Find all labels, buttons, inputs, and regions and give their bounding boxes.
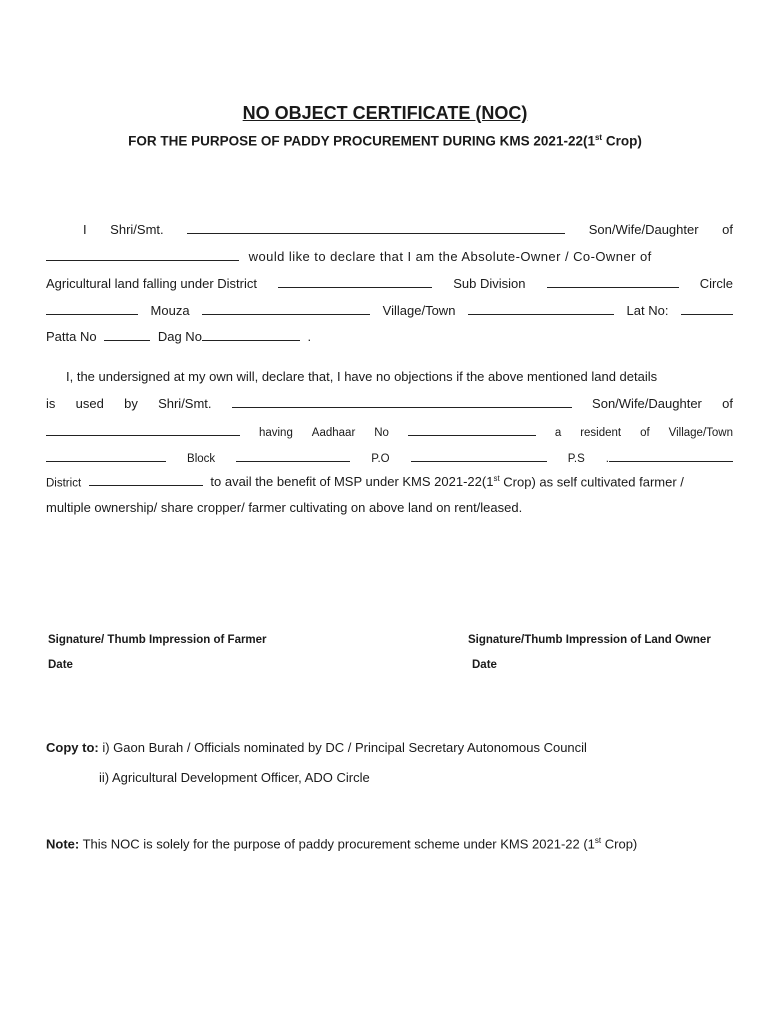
ps-label: P.S: [567, 453, 585, 465]
user-name-blank[interactable]: [232, 396, 572, 408]
agri-label: Agricultural land falling under District: [46, 276, 257, 291]
a-label: a: [554, 427, 562, 439]
subtitle-sup: st: [594, 133, 603, 142]
period: .: [307, 329, 312, 344]
aadhaar-blank[interactable]: [408, 424, 536, 436]
owner-date-label: Date: [472, 659, 497, 671]
farmer-signature-label: Signature/ Thumb Impression of Farmer: [48, 634, 267, 646]
dag-label: Dag No: [157, 329, 202, 344]
subdiv-label: Sub Division: [453, 276, 526, 291]
copy-to-label: Copy to:: [46, 740, 99, 755]
circle-blank[interactable]: [46, 303, 138, 315]
shri2-label: Shri/Smt.: [158, 396, 212, 411]
of2-label: of: [722, 396, 733, 411]
avail-text-end: Crop) as self cultivated farmer /: [499, 474, 684, 490]
village-label: Village/Town: [382, 303, 456, 318]
by-label: by: [124, 396, 138, 411]
village2-blank[interactable]: [46, 450, 166, 462]
lat-blank[interactable]: [681, 303, 733, 315]
mouza-blank[interactable]: [202, 303, 370, 315]
note-text-end: Crop): [601, 836, 638, 852]
declare-text: would like to declare that I am the Absolute-Owner / Co-Owner of: [248, 249, 652, 264]
avail-sup: st: [493, 474, 500, 483]
having-label: having: [258, 427, 293, 439]
pronoun-i: I: [83, 222, 87, 237]
village2-label: Village/Town: [668, 427, 733, 439]
of-label: of: [722, 222, 733, 237]
patta-label: Patta No: [46, 329, 97, 344]
lat-label: Lat No:: [626, 303, 669, 318]
subtitle-text-end: Crop): [602, 133, 642, 149]
patta-blank[interactable]: [104, 329, 150, 341]
district2-label: District: [46, 477, 82, 490]
note-line: [46, 836, 637, 851]
circle-label: Circle: [699, 276, 733, 291]
para2-line3: [46, 424, 733, 439]
mouza-label: Mouza: [150, 303, 190, 318]
subdiv-blank[interactable]: [547, 276, 679, 288]
page-title: NO OBJECT CERTIFICATE (NOC): [242, 103, 528, 123]
dag-blank[interactable]: [202, 329, 300, 341]
para2-line4: [46, 450, 733, 465]
owner-signature-label: Signature/Thumb Impression of Land Owner: [468, 634, 711, 646]
resident-label: resident: [580, 427, 622, 439]
para1-line1: [46, 222, 733, 237]
aadhaar-label: Aadhaar: [311, 427, 356, 439]
para2-line1: I, the undersigned at my own will, declare that, I have no objections if the above mentioned land details: [66, 369, 658, 384]
is-label: is: [46, 396, 56, 411]
note-label: Note:: [46, 836, 80, 852]
father2-blank[interactable]: [46, 424, 240, 436]
district2-blank[interactable]: [89, 474, 203, 486]
para2-line5: [46, 474, 733, 489]
copy-to-line1: [46, 740, 587, 755]
copy-to-item2: ii) Agricultural Development Officer, ADO Circle: [99, 770, 370, 785]
farmer-date-label: Date: [48, 659, 73, 671]
avail-text: to avail the benefit of MSP under KMS 2021-22(1: [210, 474, 494, 490]
note-text: This NOC is solely for the purpose of paddy procurement scheme under KMS 2021-22 (1: [79, 836, 595, 852]
para2-line2: [46, 396, 733, 411]
name-blank[interactable]: [187, 222, 565, 234]
para2-line6: multiple ownership/ share cropper/ farmer cultivating on above land on rent/leased.: [46, 500, 523, 515]
page-subtitle: [0, 133, 770, 149]
relation2-label: Son/Wife/Daughter: [592, 396, 702, 411]
copy-to-item1: i) Gaon Burah / Officials nominated by DC / Principal Secretary Autonomous Council: [98, 740, 587, 755]
po-blank[interactable]: [411, 450, 547, 462]
district-blank[interactable]: [278, 276, 432, 288]
ps-dot: .: [605, 453, 609, 465]
ps-blank[interactable]: [609, 450, 733, 462]
of3-label: of: [640, 427, 650, 439]
used-label: used: [75, 396, 104, 411]
no-label: No: [374, 427, 389, 439]
relation-label: Son/Wife/Daughter: [588, 222, 699, 237]
po-label: P.O: [371, 453, 390, 465]
father-name-blank[interactable]: [46, 249, 239, 261]
block-blank[interactable]: [236, 450, 350, 462]
shri-label: Shri/Smt.: [110, 222, 164, 237]
para1-line3: [46, 276, 733, 291]
village-blank[interactable]: [468, 303, 614, 315]
subtitle-text: FOR THE PURPOSE OF PADDY PROCUREMENT DURING KMS 2021-22(1: [128, 133, 595, 149]
para1-line5: [46, 329, 733, 344]
para1-line2: [46, 249, 733, 264]
block-label: Block: [187, 453, 216, 465]
para1-line4: [46, 303, 733, 318]
note-sup: st: [594, 836, 602, 845]
